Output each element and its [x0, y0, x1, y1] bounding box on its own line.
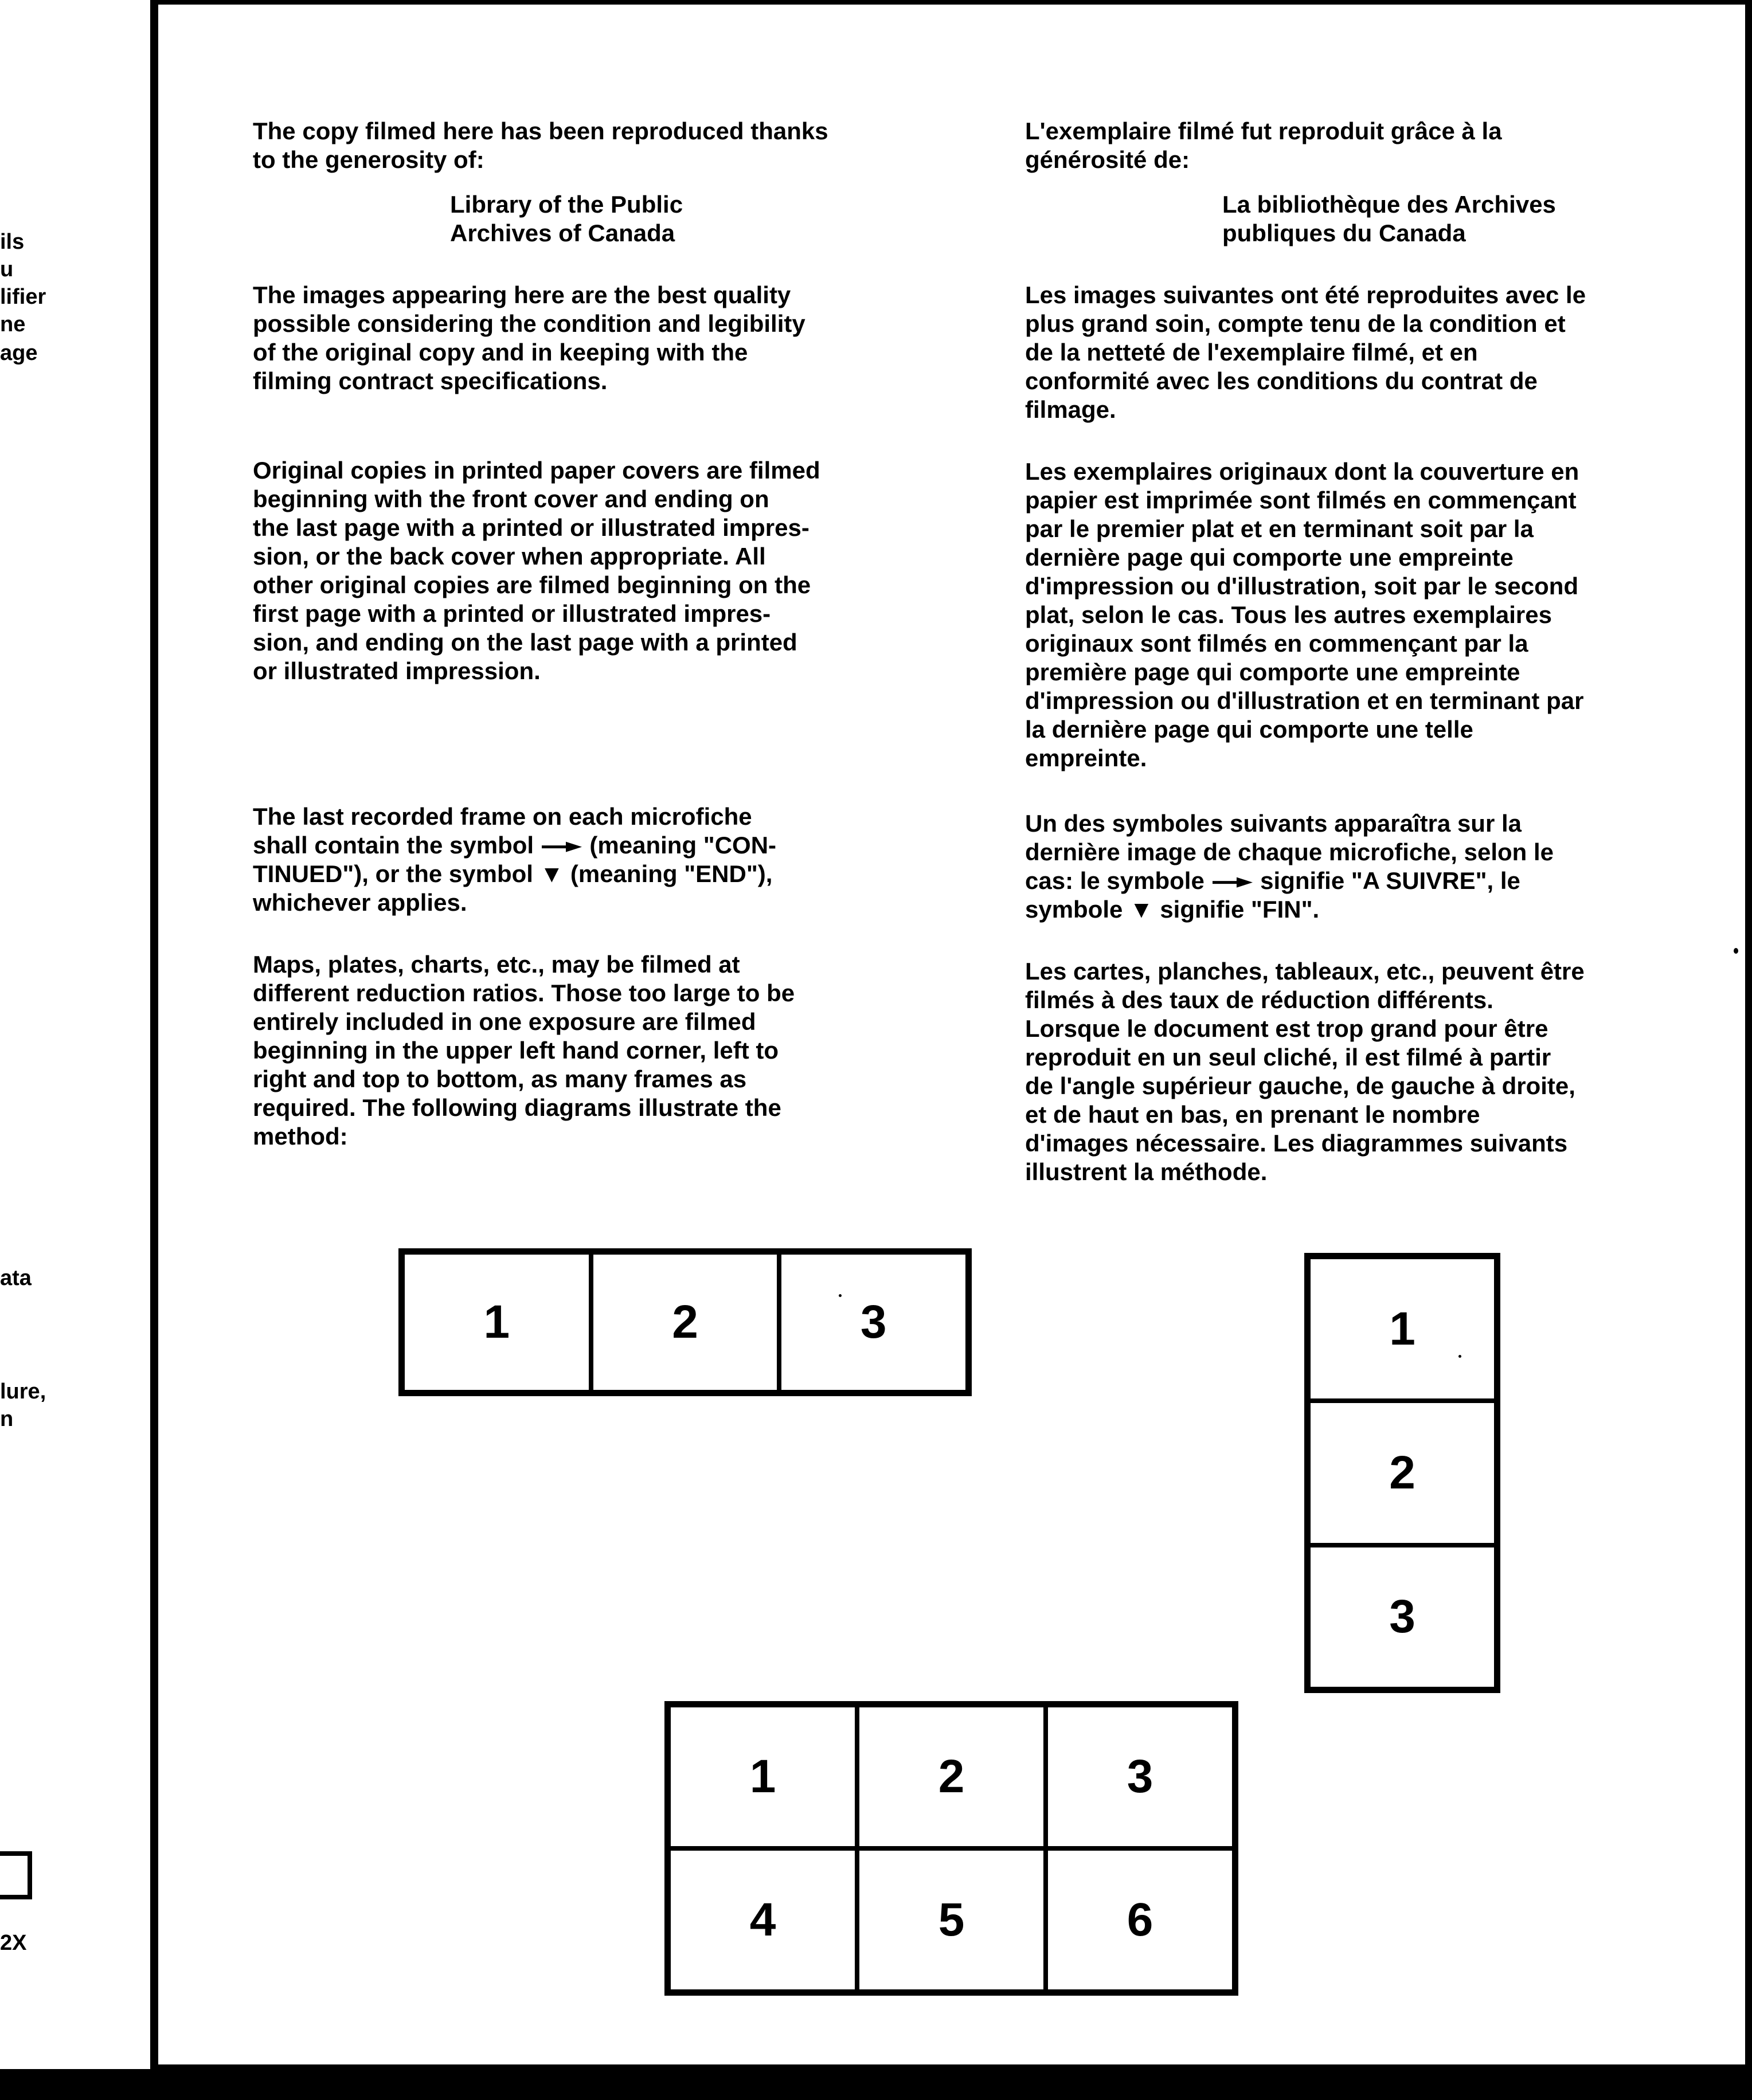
diagram-cell: 6: [1046, 1848, 1234, 1992]
scan-speck: [839, 1294, 842, 1297]
diagram-cell: 1: [402, 1252, 591, 1392]
diagram-cell: 2: [591, 1252, 780, 1392]
diagram-cell: 2: [1308, 1401, 1496, 1545]
english-column: [253, 117, 883, 1184]
prev-fragment: ils: [0, 230, 25, 254]
prev-fragment: age: [0, 341, 38, 365]
prev-fragment: u: [0, 257, 14, 281]
diagram-cell: 2: [857, 1705, 1046, 1848]
diagram-cell: 3: [1308, 1545, 1496, 1689]
end-triangle-icon: ▼: [1129, 896, 1153, 923]
scan-speck: [1734, 948, 1738, 954]
prev-page-box: [0, 1851, 32, 1899]
diagram-cell: 3: [779, 1252, 968, 1392]
en-filming-order: Original copies in printed paper covers are filmed beginning with the front cover and ending on the last page with a printed or illustrated impres- sion, or the back cover when appropriate. All other original copies are filmed beginning on the first page with a printed or illustrated impres- sion, and ending on the last page with a printed or illustrated impression.: [253, 457, 820, 684]
prev-fragment: n: [0, 1407, 14, 1431]
french-column: [1025, 117, 1702, 1220]
en-symbols-statement: The last recorded frame on each microfiche shall contain the symbol (meaning "CON- TINUED"), or the symbol ▼ (meaning "END"), whichever applies.: [253, 803, 777, 916]
fr-maps-statement: Les cartes, planches, tableaux, etc., peuvent être filmés à des taux de réduction différents. Lorsque le document est trop grand pour être reproduit en un seul cliché, il est filmé à partir de l'angle supérieur gauche, de gauche à droite, et de haut en bas, en prenant le nombre d'images nécessaire. Les diagrammes suivants illustrent la méthode.: [1025, 958, 1585, 1185]
fr-quality-statement: Les images suivantes ont été reproduites avec le plus grand soin, compte tenu de la condition et de la netteté de l'exemplaire filmé, et en conformité avec les conditions du contrat de filmage.: [1025, 281, 1586, 423]
diagram-horizontal: [398, 1248, 972, 1396]
diagram-cell: 4: [668, 1848, 857, 1992]
fr-symbols-statement: Un des symboles suivants apparaîtra sur la dernière image de chaque microfiche, selon le cas: le symbole signifie "A SUIVRE", le symbole ▼ signifie "FIN".: [1025, 810, 1554, 923]
diagram-cell: 5: [857, 1848, 1046, 1992]
en-quality-statement: The images appearing here are the best quality possible considering the condition and legibility of the original copy and in keeping with the filming contract specifications.: [253, 281, 805, 394]
diagram-cell: 1: [668, 1705, 857, 1848]
microfiche-notice-page: [158, 5, 1745, 2064]
prev-fragment: lure,: [0, 1380, 46, 1404]
diagram-grid: [664, 1701, 1238, 1996]
continued-arrow-icon: [541, 840, 583, 854]
prev-fragment: lifier: [0, 285, 46, 309]
en-acknowledgement: The copy filmed here has been reproduced thanks to the generosity of:: [253, 117, 828, 173]
continued-arrow-icon: [1211, 875, 1254, 890]
prev-fragment: ne: [0, 312, 26, 336]
fr-filming-order: Les exemplaires originaux dont la couverture en papier est imprimée sont filmés en commençant par le premier plat et en terminant soit par la dernière page qui comporte une empreinte d'impression ou d'illustration, soit par le second plat, selon le cas. Tous les autres exemplaires originaux sont filmés en commençant par la première page qui comporte une empreinte d'impression ou d'illustration et en terminant par la dernière page qui comporte une telle empreinte.: [1025, 458, 1584, 771]
end-triangle-icon: ▼: [539, 860, 564, 887]
en-institution: Library of the Public Archives of Canada: [450, 191, 683, 246]
prev-fragment: ata: [0, 1266, 32, 1290]
page-gutter: [150, 0, 158, 2069]
scan-speck: [1458, 1355, 1461, 1358]
diagram-cell: 1: [1308, 1257, 1496, 1401]
fr-institution: La bibliothèque des Archives publiques du Canada: [1222, 191, 1556, 246]
previous-page-edge: [0, 0, 150, 2069]
fr-acknowledgement: L'exemplaire filmé fut reproduit grâce à la générosité de:: [1025, 117, 1502, 173]
en-maps-statement: Maps, plates, charts, etc., may be filmed at different reduction ratios. Those too large to be entirely included in one exposure are filmed beginning in the upper left hand corner, left to right and top to bottom, as many frames as required. The following diagrams illustrate the method:: [253, 951, 795, 1150]
prev-fragment: 2X: [0, 1931, 27, 1955]
diagram-cell: 3: [1046, 1705, 1234, 1848]
diagram-vertical: [1304, 1253, 1500, 1693]
